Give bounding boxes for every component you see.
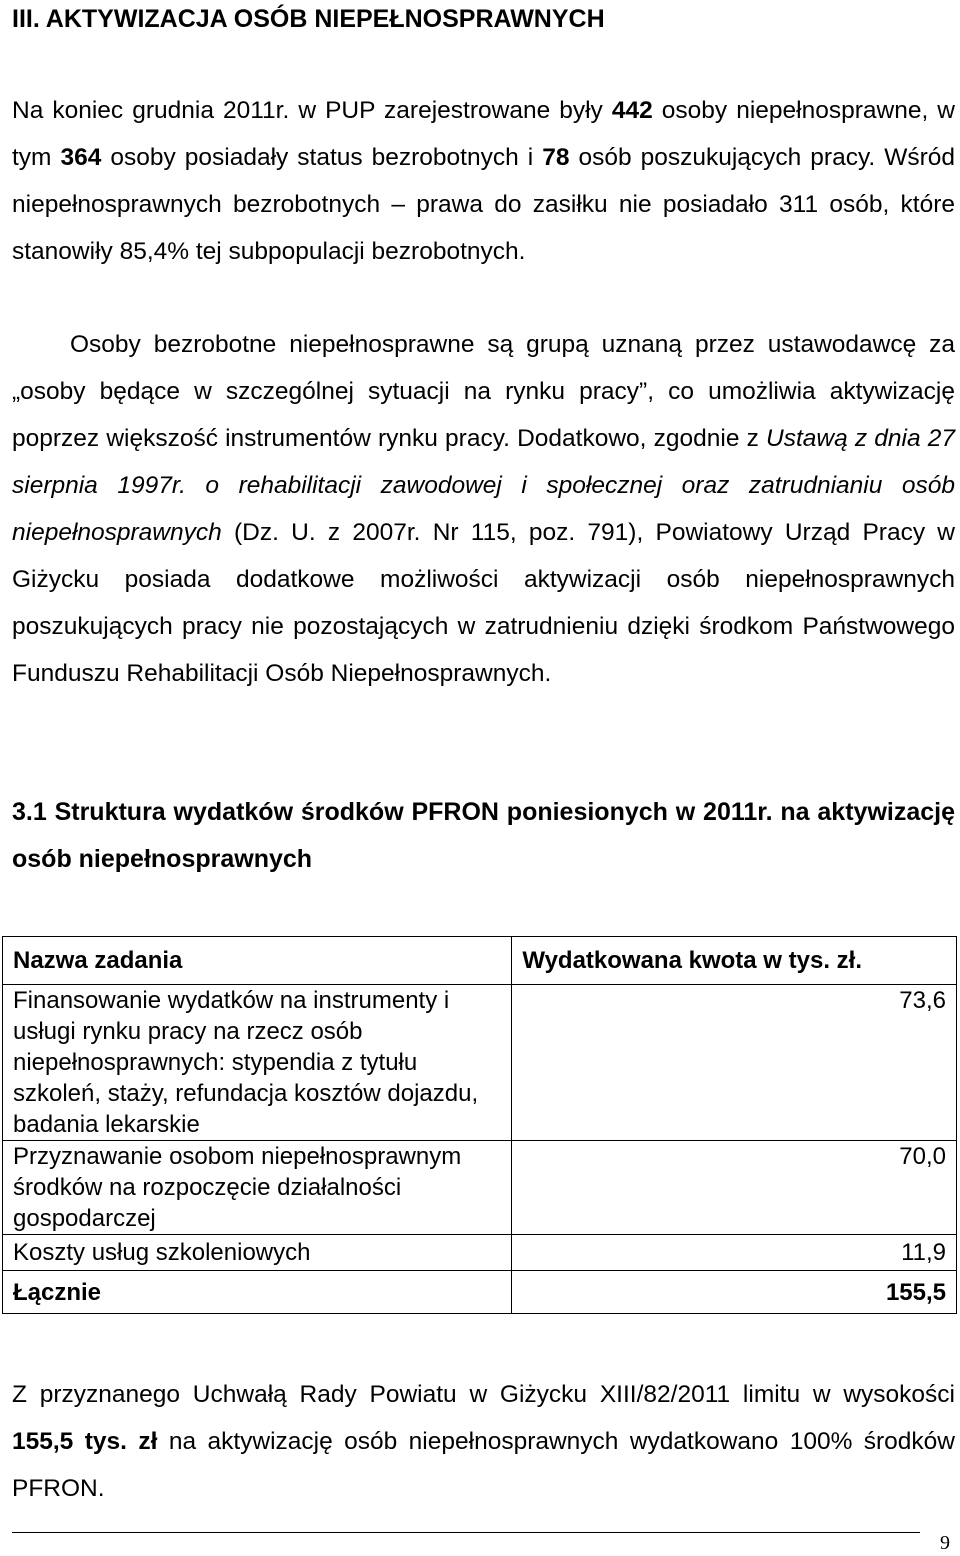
paragraph-text: na aktywizację osób niepełnosprawnych wydatkowano 100% środków PFRON. — [12, 1428, 955, 1502]
paragraph-text: osób poszukujących pracy. Wśród niepełnosprawnych bezrobotnych – prawa do zasiłku nie posiadało 311 osób, które stanowiły 85,4% tej subpopulacji bezrobotnych. — [12, 144, 955, 265]
count-unemployed: 364 — [60, 144, 102, 171]
paragraph-disabled-registered — [12, 87, 955, 275]
table-row — [3, 1235, 957, 1271]
page-number: 9 — [940, 1532, 950, 1554]
count-registered: 442 — [611, 97, 653, 124]
amount-cell: 73,6 — [512, 985, 957, 1141]
pfron-expenses-table — [2, 936, 957, 1314]
table-header-row — [3, 937, 957, 985]
paragraph-text: Osoby bezrobotne niepełnosprawne są grupą uznaną przez ustawodawcę za „osoby będące w szczególnej sytuacji na rynku pracy”, co umożliwia aktywizację poprzez większość instrumentów rynku pracy. Dodatkowo, zgodnie z — [12, 331, 955, 452]
limit-amount: 155,5 tys. zł — [12, 1428, 158, 1455]
footer-divider — [12, 1532, 920, 1533]
column-header-amount: Wydatkowana kwota w tys. zł. — [512, 937, 957, 985]
column-header-task-name: Nazwa zadania — [3, 937, 512, 985]
table-total-row — [3, 1271, 957, 1314]
paragraph-limit-summary — [12, 1371, 955, 1512]
section-heading: 3.1 Struktura wydatków środków PFRON poniesionych w 2011r. na aktywizację osób niepełnosprawnych — [12, 798, 955, 873]
table-row — [3, 1141, 957, 1235]
paragraph-activation-legal-basis — [12, 321, 955, 697]
total-amount-cell: 155,5 — [512, 1271, 957, 1314]
paragraph-text: (Dz. U. z 2007r. Nr 115, poz. 791), Powiatowy Urząd Pracy w Giżycku posiada dodatkowe możliwości aktywizacji osób niepełnosprawnych poszukujących pracy nie pozostających w zatrudnieniu dzięki środkom Państwowego Funduszu Rehabilitacji Osób Niepełnosprawnych. — [12, 519, 955, 687]
act-citation: Ustawą z dnia 27 sierpnia 1997r. o rehabilitacji zawodowej i społecznej oraz zatrudnianiu osób niepełnosprawnych — [12, 425, 956, 546]
paragraph-text: osoby niepełnosprawne, w tym — [12, 97, 956, 171]
table-row — [3, 985, 957, 1141]
paragraph-text: Z przyznanego Uchwałą Rady Powiatu w Giżycku XIII/82/2011 limitu w wysokości — [12, 1381, 955, 1408]
chapter-title: III. AKTYWIZACJA OSÓB NIEPEŁNOSPRAWNYCH — [12, 5, 605, 33]
total-label-cell: Łącznie — [3, 1271, 512, 1314]
task-name-cell: Koszty usług szkoleniowych — [3, 1235, 512, 1271]
amount-cell: 11,9 — [512, 1235, 957, 1271]
paragraph-text: Na koniec grudnia 2011r. w PUP zarejestrowane były — [12, 97, 612, 124]
count-job-seekers: 78 — [542, 144, 570, 171]
task-name-cell: Finansowanie wydatków na instrumenty i usługi rynku pracy na rzecz osób niepełnosprawnych: stypendia z tytułu szkoleń, staży, refundacja kosztów dojazdu, badania lekarskie — [3, 985, 512, 1141]
amount-cell: 70,0 — [512, 1141, 957, 1235]
paragraph-text: osoby posiadały status bezrobotnych i — [101, 144, 543, 171]
task-name-cell: Przyznawanie osobom niepełnosprawnym środków na rozpoczęcie działalności gospodarczej — [3, 1141, 512, 1235]
